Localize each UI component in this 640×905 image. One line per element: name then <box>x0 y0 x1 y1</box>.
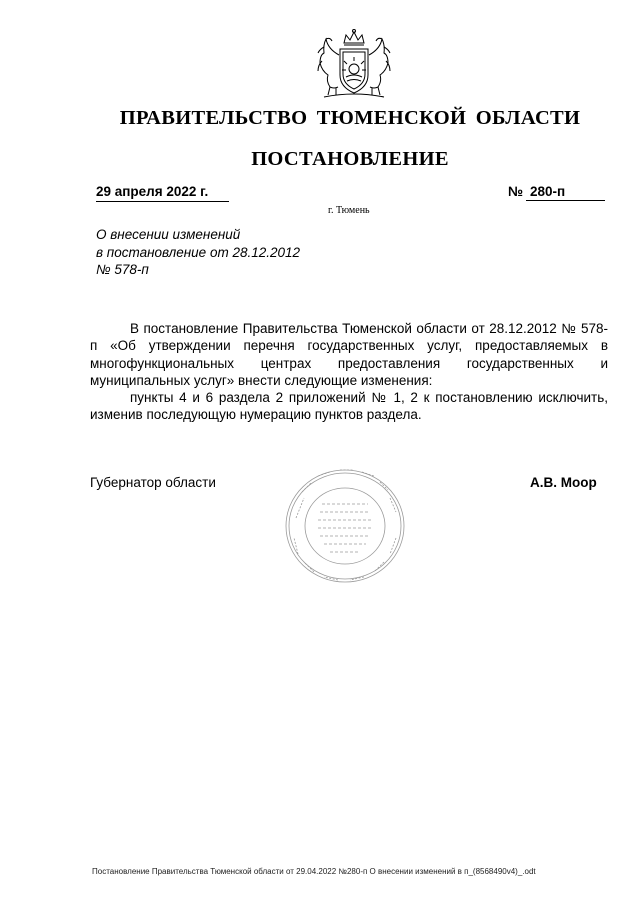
signer-title: Губернатор области <box>90 475 216 490</box>
subject-line: № 578-п <box>96 262 149 277</box>
city-label: г. Тюмень <box>328 205 370 216</box>
subject-line: в постановление от 28.12.2012 <box>96 244 301 260</box>
document-subject <box>96 226 300 279</box>
organization-title: ПРАВИТЕЛЬСТВО ТЮМЕНСКОЙ ОБЛАСТИ <box>119 107 581 129</box>
footer-filename: Постановление Правительства Тюменской области от 29.04.2022 №280-п О внесении изменений в п_(8568490v4)_.odt <box>92 867 536 876</box>
number-sign: № <box>508 184 524 199</box>
signer-name: А.В. Моор <box>530 475 597 490</box>
document-number: 280-п <box>530 184 566 199</box>
official-stamp-seal <box>284 468 406 584</box>
body-paragraph: пункты 4 и 6 раздела 2 приложений № 1, 2 к постановлению исключить, изменив последующую нумерацию пунктов раздела. <box>90 390 608 423</box>
body-paragraph: В постановление Правительства Тюменской области от 28.12.2012 № 578-п «Об утверждении перечня государственных услуг, предоставляемых в многофункциональных центрах предоставления государственных и муниципальных услуг» внести следующие изменения: <box>90 321 608 388</box>
number-field <box>508 184 605 201</box>
number-underline <box>526 200 605 201</box>
document-date: 29 апреля 2022 г. <box>96 184 209 199</box>
date-field <box>96 184 229 202</box>
document-body <box>90 320 608 424</box>
document-type-title: ПОСТАНОВЛЕНИЕ <box>251 148 449 170</box>
subject-line: О внесении изменений <box>96 227 241 242</box>
coat-of-arms-emblem <box>306 27 402 103</box>
